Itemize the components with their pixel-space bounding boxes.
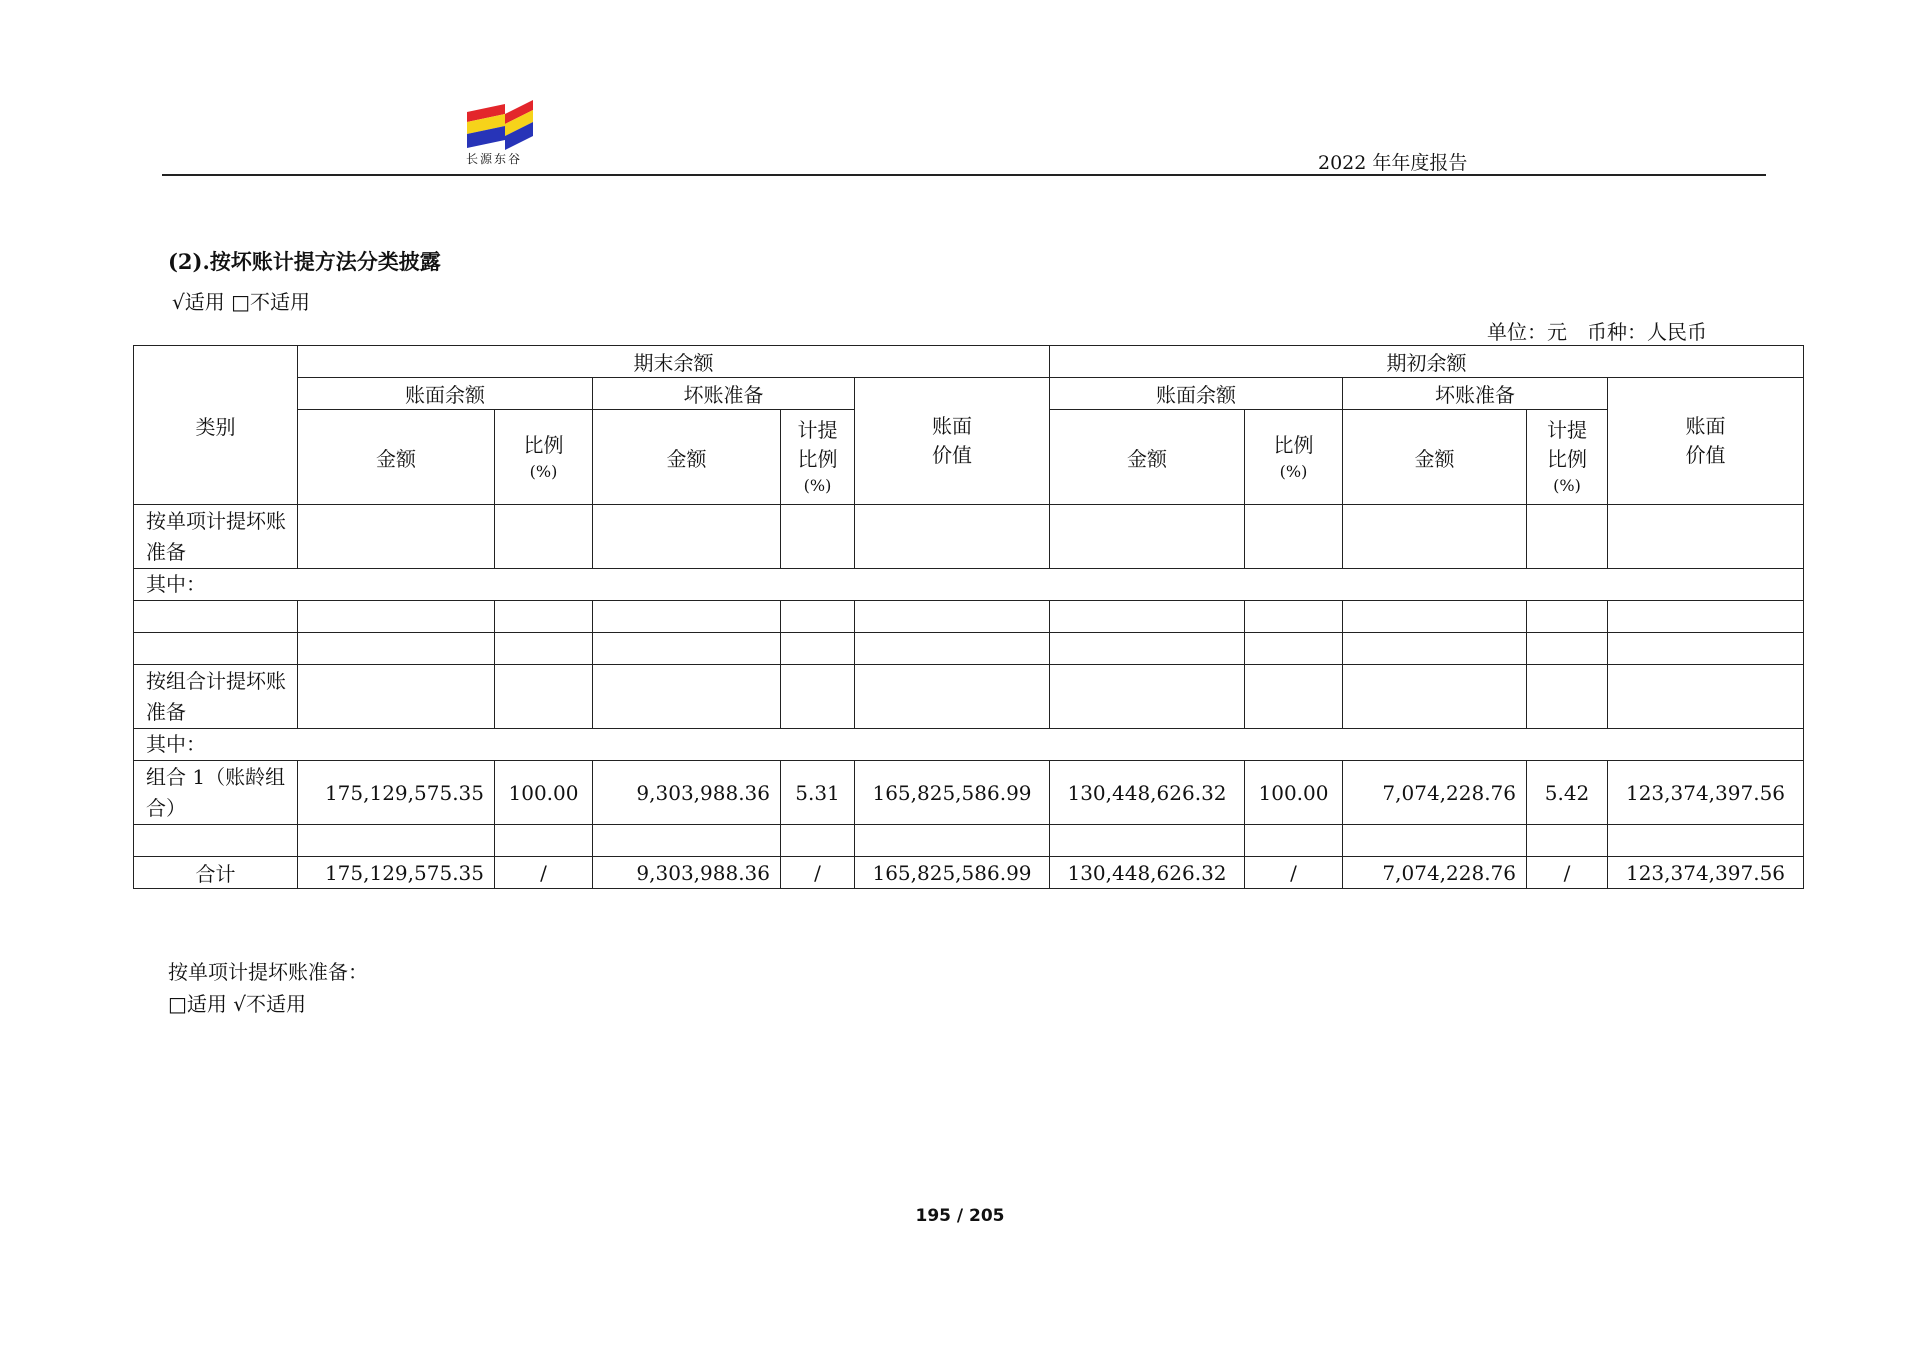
header-end-bad-debt: 坏账准备 <box>593 378 855 410</box>
cell-begin-amount: 130,448,626.32 <box>1050 761 1245 825</box>
header-begin-book-value: 账面 价值 <box>1608 378 1804 505</box>
header-begin-bad-debt: 坏账准备 <box>1343 378 1608 410</box>
table-row <box>134 505 1804 569</box>
total-begin-book-value: 123,374,397.56 <box>1608 857 1804 889</box>
total-begin-amount: 130,448,626.32 <box>1050 857 1245 889</box>
header-end-bad-amount: 金额 <box>593 410 781 505</box>
row-label-among: 其中： <box>134 569 1804 601</box>
header-divider <box>162 174 1766 176</box>
cell-end-bad-ratio: 5.31 <box>781 761 855 825</box>
cell-end-amount: 175,129,575.35 <box>298 761 495 825</box>
cell-begin-book-value: 123,374,397.56 <box>1608 761 1804 825</box>
header-begin-amount: 金额 <box>1050 410 1245 505</box>
total-end-bad-amount: 9,303,988.36 <box>593 857 781 889</box>
cell-begin-bad-ratio: 5.42 <box>1527 761 1608 825</box>
header-begin-ratio: 比例 (%) <box>1245 410 1343 505</box>
header-end-book-balance: 账面余额 <box>298 378 593 410</box>
single-provision-title: 按单项计提坏账准备： <box>168 960 368 984</box>
row-label-total: 合计 <box>134 857 298 889</box>
total-end-ratio: / <box>495 857 593 889</box>
cell-begin-ratio: 100.00 <box>1245 761 1343 825</box>
table-row <box>134 665 1804 729</box>
total-begin-bad-ratio: / <box>1527 857 1608 889</box>
header-begin-provision-ratio: 计提 比例 (%) <box>1527 410 1608 505</box>
total-begin-ratio: / <box>1245 857 1343 889</box>
table-row <box>134 601 1804 633</box>
section-title: (2).按坏账计提方法分类披露 <box>168 249 441 274</box>
total-end-book-value: 165,825,586.99 <box>855 857 1050 889</box>
cell-end-book-value: 165,825,586.99 <box>855 761 1050 825</box>
header-begin-bad-amount: 金额 <box>1343 410 1527 505</box>
row-label-single: 按单项计提坏账准备 <box>134 505 298 569</box>
cell-end-bad-amount: 9,303,988.36 <box>593 761 781 825</box>
table-row <box>134 825 1804 857</box>
cell-begin-bad-amount: 7,074,228.76 <box>1343 761 1527 825</box>
row-label-group1: 组合 1（账龄组合） <box>134 761 298 825</box>
cell-end-ratio: 100.00 <box>495 761 593 825</box>
header-end-ratio: 比例 (%) <box>495 410 593 505</box>
table-row <box>134 761 1804 825</box>
row-label-combo: 按组合计提坏账准备 <box>134 665 298 729</box>
header-end-provision-ratio: 计提 比例 (%) <box>781 410 855 505</box>
unit-currency-label: 单位：元 币种：人民币 <box>1487 320 1707 344</box>
row-label-among: 其中： <box>134 729 1804 761</box>
report-title: 2022 年年度报告 <box>1318 152 1468 174</box>
header-begin-balance: 期初余额 <box>1050 346 1804 378</box>
page-number: 195 / 205 <box>915 1206 1005 1226</box>
table-row <box>134 729 1804 761</box>
header-end-balance: 期末余额 <box>298 346 1050 378</box>
bad-debt-table <box>133 345 1804 889</box>
total-end-amount: 175,129,575.35 <box>298 857 495 889</box>
header-begin-book-balance: 账面余额 <box>1050 378 1343 410</box>
total-end-bad-ratio: / <box>781 857 855 889</box>
single-provision-applicable: □适用 √不适用 <box>168 992 306 1016</box>
applicable-checkbox-line: √适用 □不适用 <box>172 290 310 314</box>
table-row-total <box>134 857 1804 889</box>
total-begin-bad-amount: 7,074,228.76 <box>1343 857 1527 889</box>
header-category: 类别 <box>134 346 298 505</box>
header-end-book-value: 账面 价值 <box>855 378 1050 505</box>
header-end-amount: 金额 <box>298 410 495 505</box>
logo-text: 长源东谷 <box>466 152 523 166</box>
table-row <box>134 633 1804 665</box>
table-row <box>134 569 1804 601</box>
